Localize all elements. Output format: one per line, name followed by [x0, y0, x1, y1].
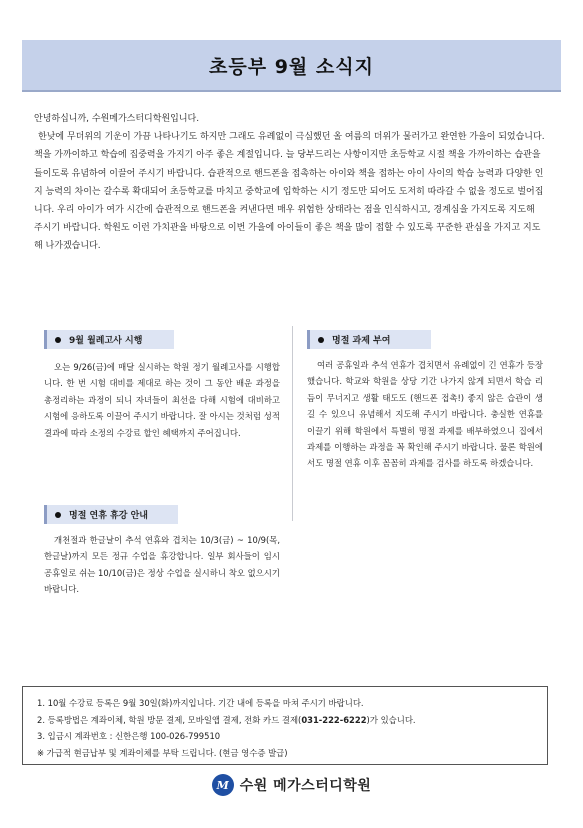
notice-line-4: ※ 가급적 현금납부 및 계좌이체를 부탁 드립니다. (현금 영수증 발급): [37, 747, 288, 758]
notice-line-2: [37, 712, 547, 729]
holiday-heading-text: 명절 연휴 휴강 안내: [69, 511, 148, 521]
academy-name: 수원 메가스터디학원: [239, 778, 372, 794]
exam-heading-text: 9월 월례고사 시행: [69, 336, 143, 346]
exam-body: 오는 9/26(금)에 매달 실시하는 학원 정기 월례고사를 시행합니다. 한 번 시험 대비를 제대로 하는 것이 그 동안 배운 과정을 총정리하는 과정이 되니 자녀들이 최선을 다해 시험에 대비하고 시험에 응하도록 이끌어 주시기 바랍니다. 잘 아시는 것처럼 성적 결과에 따라 소정의 수강료 할인 혜택까지 주어집니다.: [44, 362, 280, 438]
notice-phone: 031-222-6222: [301, 714, 367, 725]
holiday-heading: [44, 505, 178, 524]
homework-heading-text: 명절 과제 부여: [332, 336, 391, 346]
footer-logo: [0, 770, 583, 800]
notice-box: [22, 686, 548, 765]
homework-heading: [307, 330, 431, 349]
notice-line-1: 1. 10월 수강료 등록은 9월 30일(화)까지입니다. 기간 내에 등록을 마쳐 주시기 바랍니다.: [37, 698, 364, 708]
notice-line-2-suffix: )가 있습니다.: [366, 714, 416, 725]
column-divider: [292, 326, 293, 521]
homework-body: 여러 공휴일과 추석 연휴가 겹치면서 유례없이 긴 연휴가 등장했습니다. 학교와 학원을 상당 기간 나가지 않게 되면서 학습 리듬이 무너지고 생활 태도도 (핸드폰 접촉!) 좋지 않은 습관이 생길 수 있으니 유념해서 지도해 주시기 바랍니다. 충실한 연휴를 이끌기 위해 학원에서 특별히 명절 과제를 배부하였으니 집에서 과제를 이행하는 과정을 꼭 확인해 주시기 바랍니다. 물론 학원에서도 명절 연휴 이후 꼼꼼히 과제를 검사를 하도록 하겠습니다.: [307, 360, 543, 469]
intro-body: 한낮에 무더위의 기운이 가끔 나타나기도 하지만 그래도 유례없이 극심했던 올 여름의 더위가 물러가고 완연한 가을이 되었습니다. 책을 가까이하고 학습에 집중력을 가지기 아주 좋은 계절입니다. 늘 당부드리는 사항이지만 초등학교 시절 책을 가까이하는 습관을 들이도록 유념하여 이끌어 주시기 바랍니다. 습관적으로 핸드폰을 접촉하는 아이와 책을 접하는 아이 사이의 학습 능력과 다양한 인지 능력의 차이는 갈수록 확대되어 초등학교를 마치고 중학교에 입학하는 시기 정도만 되어도 도저히 따라갈 수 없을 정도로 벌어집니다. 우리 아이가 여가 시간에 습관적으로 핸드폰을 켜낸다면 매우 위험한 상태라는 점을 인식하시고, 경계심을 가지도록 지도해 주시기 바랍니다. 학원도 이런 가치관을 바탕으로 이번 가을에 아이들이 좋은 책을 많이 접할 수 있도록 꾸준한 관심을 가지고 지도해 나가겠습니다.: [34, 132, 545, 252]
notice-line-3: 3. 입금시 계좌번호 : 신한은행 100-026-799510: [37, 731, 221, 741]
bullet-icon: [55, 337, 61, 343]
greeting-text: 안녕하십니까, 수원메가스터디학원입니다.: [34, 114, 200, 124]
page-title: 초등부 9월 소식지: [209, 55, 374, 78]
title-banner: [22, 40, 561, 92]
bullet-icon: [55, 512, 61, 518]
megastudy-logo-icon: M: [212, 774, 234, 796]
notice-line-2-prefix: 2. 등록방법은 계좌이체, 학원 방문 결제, 모바일앱 결제, 전화 카드 결제(: [37, 714, 302, 725]
bullet-icon: [318, 337, 324, 343]
intro-section: [34, 110, 546, 256]
exam-heading: [44, 330, 174, 349]
holiday-body: 개천절과 한글날이 추석 연휴와 겹치는 10/3(금) ~ 10/9(목,한글날)까지 모든 정규 수업을 휴강합니다. 일부 회사들이 임시 공휴일로 쉬는 10/10(금)은 정상 수업을 실시하니 착오 없으시기 바랍니다.: [44, 535, 280, 595]
